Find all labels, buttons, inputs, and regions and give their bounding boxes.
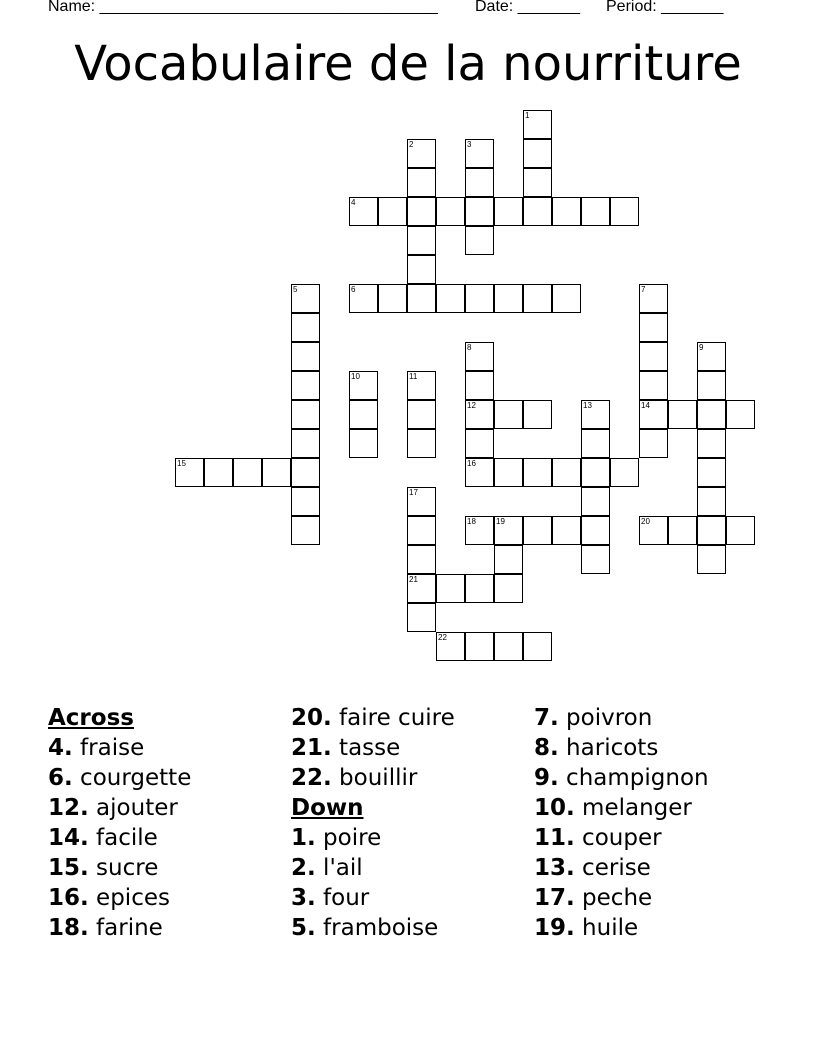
clue-number: 20 — [641, 517, 650, 526]
clue-item — [48, 913, 191, 943]
grid-cell[interactable] — [436, 197, 465, 226]
clue-item-number: 2. — [291, 855, 316, 881]
grid-cell[interactable] — [494, 574, 523, 603]
grid-cell[interactable] — [204, 458, 233, 487]
clue-item-number: 19. — [534, 915, 575, 941]
grid-cell[interactable] — [523, 197, 552, 226]
clue-number: 4 — [351, 198, 356, 207]
clue-number: 10 — [351, 372, 360, 381]
clue-column-2 — [291, 703, 455, 943]
grid-cell[interactable] — [233, 458, 262, 487]
clue-item — [48, 853, 191, 883]
clue-number: 16 — [467, 459, 476, 468]
clue-item — [291, 823, 455, 853]
clue-item-number: 10. — [534, 795, 575, 821]
clue-number: 3 — [467, 140, 472, 149]
clue-item-number: 15. — [48, 855, 89, 881]
grid-cell[interactable] — [494, 545, 523, 574]
grid-cell[interactable] — [697, 429, 726, 458]
grid-cell[interactable] — [668, 400, 697, 429]
grid-cell[interactable] — [610, 197, 639, 226]
clue-number: 2 — [409, 140, 414, 149]
grid-cell[interactable] — [465, 284, 494, 313]
grid-cell[interactable] — [349, 371, 378, 400]
grid-cell[interactable] — [523, 139, 552, 168]
grid-cell[interactable] — [465, 400, 494, 429]
clue-item — [534, 733, 709, 763]
grid-cell[interactable] — [639, 400, 668, 429]
clue-item-number: 9. — [534, 765, 559, 791]
grid-cell[interactable] — [291, 342, 320, 371]
clue-item — [48, 823, 191, 853]
clue-item-number: 6. — [48, 765, 73, 791]
clue-number: 9 — [699, 343, 704, 352]
grid-cell[interactable] — [523, 400, 552, 429]
grid-cell[interactable] — [523, 168, 552, 197]
clue-item-number: 8. — [534, 735, 559, 761]
grid-cell[interactable] — [407, 139, 436, 168]
clue-item-text: epices — [88, 885, 170, 911]
clue-item-number: 14. — [48, 825, 89, 851]
clue-number: 1 — [525, 111, 530, 120]
clue-item-text: ajouter — [88, 795, 178, 821]
clue-number: 18 — [467, 517, 476, 526]
clue-item-text: melanger — [574, 795, 692, 821]
grid-cell[interactable] — [668, 516, 697, 545]
clue-item-text: champignon — [558, 765, 709, 791]
grid-cell[interactable] — [639, 342, 668, 371]
grid-cell[interactable] — [407, 487, 436, 516]
grid-cell[interactable] — [697, 516, 726, 545]
grid-cell[interactable] — [291, 313, 320, 342]
clue-item-text: framboise — [315, 915, 439, 941]
grid-cell[interactable] — [581, 429, 610, 458]
clue-item — [291, 883, 455, 913]
grid-cell[interactable] — [291, 458, 320, 487]
clue-number: 21 — [409, 575, 418, 584]
grid-cell[interactable] — [494, 632, 523, 661]
grid-cell[interactable] — [465, 429, 494, 458]
clue-column-3 — [534, 703, 709, 943]
grid-cell[interactable] — [349, 284, 378, 313]
name-field[interactable]: Name: ______________________________________ — [48, 0, 438, 15]
grid-cell[interactable] — [494, 516, 523, 545]
clue-number: 6 — [351, 285, 356, 294]
clue-item — [48, 733, 191, 763]
grid-cell[interactable] — [291, 400, 320, 429]
grid-cell[interactable] — [407, 400, 436, 429]
clue-item-text: l'ail — [315, 855, 363, 881]
clue-item-text: faire cuire — [331, 705, 455, 731]
clue-number: 8 — [467, 343, 472, 352]
clue-item-text: peche — [574, 885, 653, 911]
clue-item-text: haricots — [558, 735, 659, 761]
grid-cell[interactable] — [407, 226, 436, 255]
clue-item — [534, 853, 709, 883]
grid-cell[interactable] — [581, 197, 610, 226]
grid-cell[interactable] — [523, 458, 552, 487]
clue-item-text: courgette — [72, 765, 192, 791]
grid-cell[interactable] — [523, 516, 552, 545]
clue-item — [534, 703, 709, 733]
grid-cell[interactable] — [407, 255, 436, 284]
clue-number: 15 — [177, 459, 186, 468]
grid-cell[interactable] — [552, 284, 581, 313]
grid-cell[interactable] — [639, 371, 668, 400]
grid-cell[interactable] — [697, 545, 726, 574]
grid-cell[interactable] — [407, 429, 436, 458]
clue-item-number: 4. — [48, 735, 73, 761]
clue-number: 12 — [467, 401, 476, 410]
grid-cell[interactable] — [436, 284, 465, 313]
grid-cell[interactable] — [639, 516, 668, 545]
grid-cell[interactable] — [639, 429, 668, 458]
grid-cell[interactable] — [581, 487, 610, 516]
grid-cell[interactable] — [726, 516, 755, 545]
grid-cell[interactable] — [581, 516, 610, 545]
clue-item — [48, 763, 191, 793]
clue-item-number: 18. — [48, 915, 89, 941]
grid-cell[interactable] — [581, 458, 610, 487]
grid-cell[interactable] — [639, 284, 668, 313]
grid-cell[interactable] — [697, 400, 726, 429]
grid-cell[interactable] — [407, 603, 436, 632]
grid-cell[interactable] — [465, 632, 494, 661]
grid-cell[interactable] — [407, 168, 436, 197]
grid-cell[interactable] — [465, 371, 494, 400]
clue-item-number: 20. — [291, 705, 332, 731]
clue-item-text: poire — [315, 825, 382, 851]
grid-cell[interactable] — [494, 284, 523, 313]
down-heading: Down — [291, 795, 364, 821]
grid-cell[interactable] — [407, 371, 436, 400]
clue-item — [291, 733, 455, 763]
clue-item-number: 7. — [534, 705, 559, 731]
clue-item-number: 21. — [291, 735, 332, 761]
grid-cell[interactable] — [175, 458, 204, 487]
clue-item-number: 11. — [534, 825, 575, 851]
grid-cell[interactable] — [378, 284, 407, 313]
grid-cell[interactable] — [581, 400, 610, 429]
grid-cell[interactable] — [523, 110, 552, 139]
grid-cell[interactable] — [465, 168, 494, 197]
clue-item-number: 5. — [291, 915, 316, 941]
grid-cell[interactable] — [349, 429, 378, 458]
clue-item — [534, 883, 709, 913]
grid-cell[interactable] — [697, 487, 726, 516]
grid-cell[interactable] — [610, 458, 639, 487]
clue-item — [48, 793, 191, 823]
grid-cell[interactable] — [465, 342, 494, 371]
clue-item-number: 22. — [291, 765, 332, 791]
grid-cell[interactable] — [552, 516, 581, 545]
clue-item — [291, 853, 455, 883]
grid-cell[interactable] — [697, 458, 726, 487]
grid-cell[interactable] — [378, 197, 407, 226]
clue-item-number: 1. — [291, 825, 316, 851]
clue-item-text: poivron — [558, 705, 653, 731]
grid-cell[interactable] — [407, 516, 436, 545]
clue-item-number: 12. — [48, 795, 89, 821]
clue-item-text: farine — [88, 915, 163, 941]
grid-cell[interactable] — [726, 400, 755, 429]
clue-item — [534, 823, 709, 853]
grid-cell[interactable] — [291, 487, 320, 516]
grid-cell[interactable] — [697, 342, 726, 371]
grid-cell[interactable] — [407, 197, 436, 226]
grid-cell[interactable] — [465, 226, 494, 255]
clue-item-text: couper — [574, 825, 662, 851]
clue-item — [534, 913, 709, 943]
clue-item-text: four — [315, 885, 370, 911]
clue-item — [291, 703, 455, 733]
period-field[interactable]: Period: _______ — [606, 0, 724, 15]
clue-number: 22 — [438, 633, 447, 642]
grid-cell[interactable] — [523, 284, 552, 313]
grid-cell[interactable] — [552, 197, 581, 226]
grid-cell[interactable] — [494, 458, 523, 487]
grid-cell[interactable] — [465, 516, 494, 545]
clue-item-number: 13. — [534, 855, 575, 881]
clue-item — [291, 913, 455, 943]
clue-item — [534, 763, 709, 793]
clue-item — [48, 883, 191, 913]
grid-cell[interactable] — [349, 400, 378, 429]
grid-cell[interactable] — [262, 458, 291, 487]
grid-cell[interactable] — [291, 429, 320, 458]
grid-cell[interactable] — [494, 400, 523, 429]
clue-item — [534, 793, 709, 823]
grid-cell[interactable] — [581, 545, 610, 574]
clue-number: 13 — [583, 401, 592, 410]
grid-cell[interactable] — [407, 545, 436, 574]
clue-number: 14 — [641, 401, 650, 410]
clue-number: 17 — [409, 488, 418, 497]
clue-item-number: 17. — [534, 885, 575, 911]
grid-cell[interactable] — [465, 139, 494, 168]
clue-item — [291, 763, 455, 793]
grid-cell[interactable] — [465, 458, 494, 487]
clue-number: 11 — [409, 372, 418, 381]
clue-number: 7 — [641, 285, 646, 294]
grid-cell[interactable] — [465, 197, 494, 226]
clue-number: 19 — [496, 517, 505, 526]
clue-item-text: cerise — [574, 855, 651, 881]
date-field[interactable]: Date: _______ — [475, 0, 580, 15]
across-heading: Across — [48, 705, 134, 731]
clue-item-text: facile — [88, 825, 158, 851]
grid-cell[interactable] — [697, 371, 726, 400]
grid-cell[interactable] — [407, 284, 436, 313]
clue-number: 5 — [293, 285, 298, 294]
grid-cell[interactable] — [465, 574, 494, 603]
grid-cell[interactable] — [291, 371, 320, 400]
grid-cell[interactable] — [291, 516, 320, 545]
clue-item-text: huile — [574, 915, 639, 941]
clue-item-text: fraise — [72, 735, 145, 761]
clue-item-text: bouillir — [331, 765, 418, 791]
grid-cell[interactable] — [291, 284, 320, 313]
grid-cell[interactable] — [639, 313, 668, 342]
grid-cell[interactable] — [436, 574, 465, 603]
grid-cell[interactable] — [436, 632, 465, 661]
grid-cell[interactable] — [407, 574, 436, 603]
clue-item-text: tasse — [331, 735, 401, 761]
clue-item-number: 3. — [291, 885, 316, 911]
clue-item-number: 16. — [48, 885, 89, 911]
grid-cell[interactable] — [494, 197, 523, 226]
clue-item-text: sucre — [88, 855, 159, 881]
grid-cell[interactable] — [552, 458, 581, 487]
grid-cell[interactable] — [349, 197, 378, 226]
clue-column-1 — [48, 703, 191, 943]
grid-cell[interactable] — [523, 632, 552, 661]
page-title: Vocabulaire de la nourriture — [74, 36, 742, 92]
